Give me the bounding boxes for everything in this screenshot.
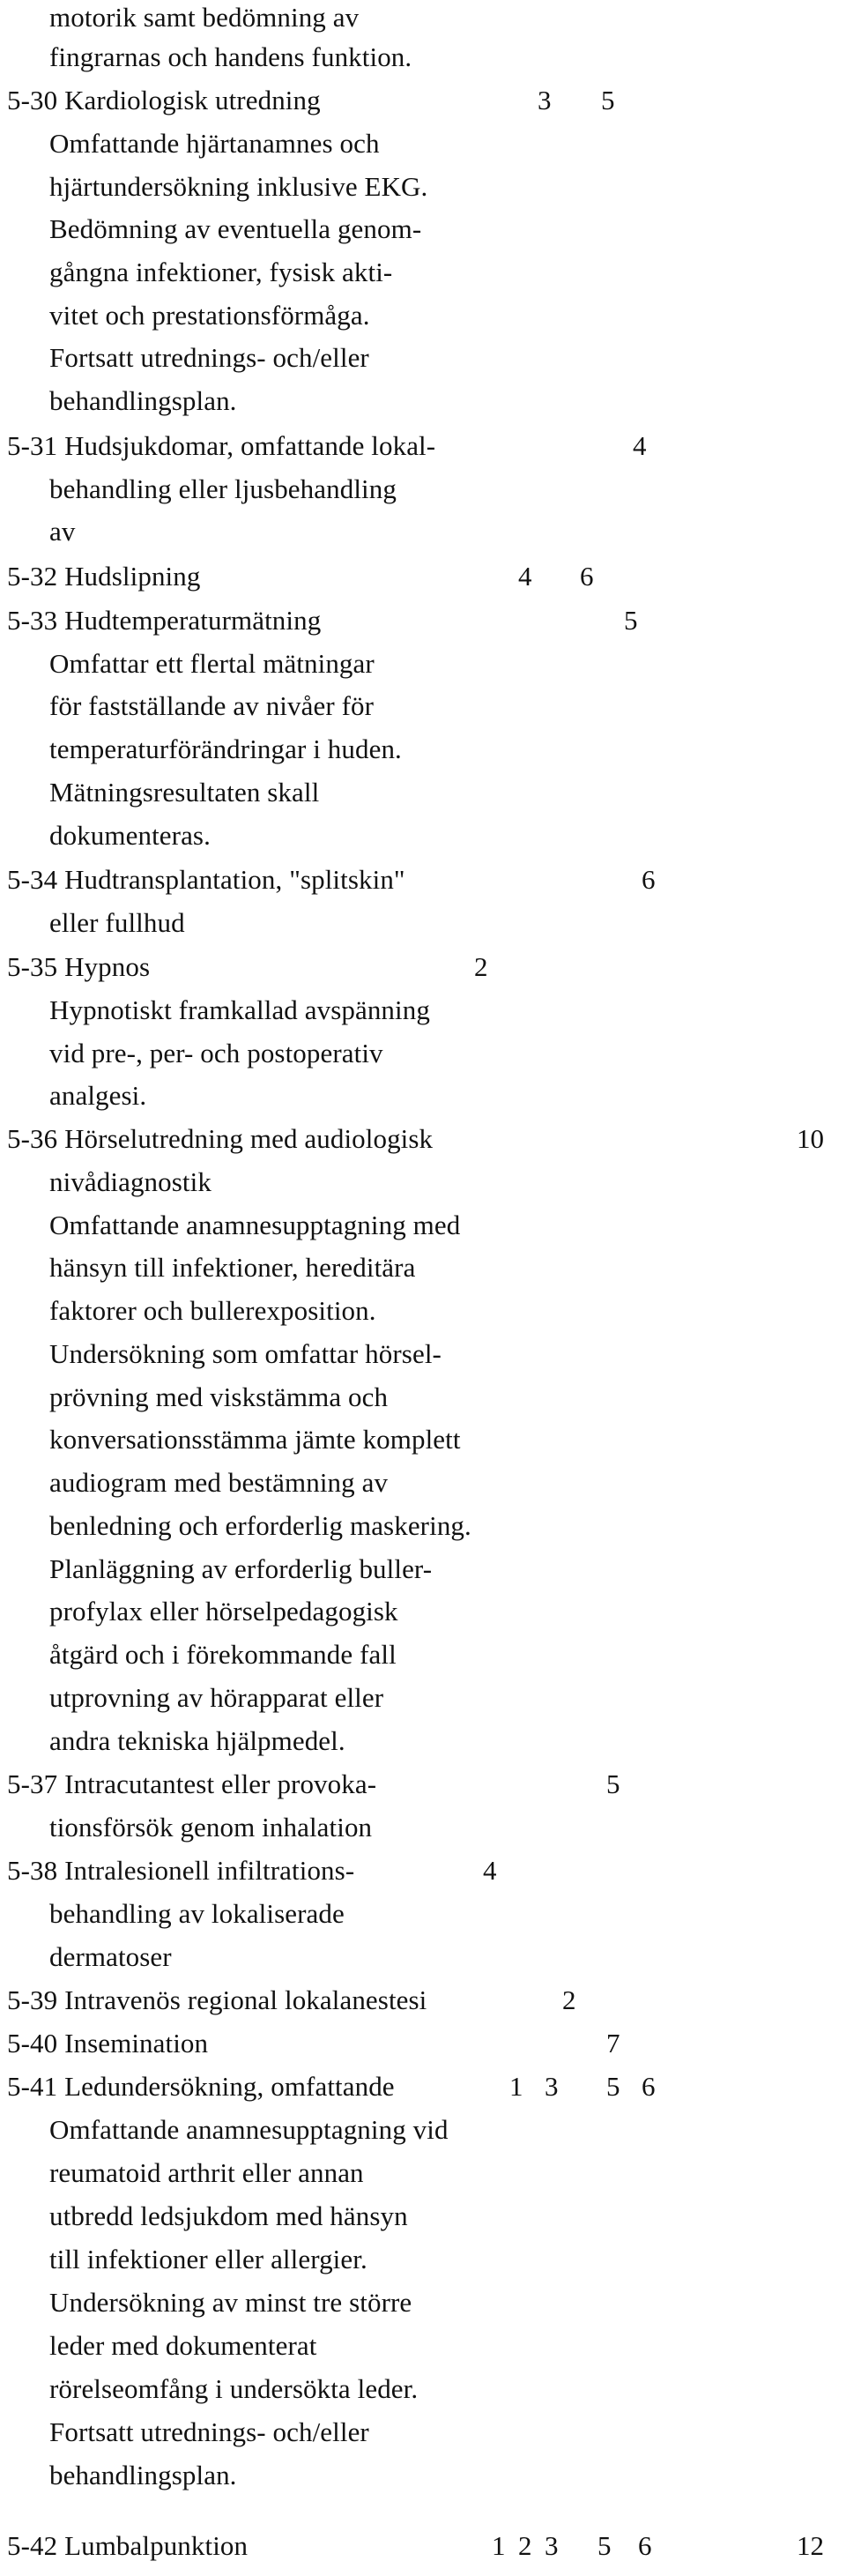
entry-5-33-col: 5 xyxy=(624,605,638,636)
text-line: rörelseomfång i undersökta leder. xyxy=(49,2373,419,2404)
text-line: profylax eller hörselpedagogisk xyxy=(49,1596,398,1627)
text-line: Bedömning av eventuella genom- xyxy=(49,213,422,244)
text-line: Hypnotiskt framkallad avspänning xyxy=(49,994,430,1025)
text-line: behandlingsplan. xyxy=(49,385,237,416)
text-line: Omfattar ett flertal mätningar xyxy=(49,648,375,679)
text-line: gångna infektioner, fysisk akti- xyxy=(49,257,393,287)
entry-5-39-col: 2 xyxy=(562,1984,576,2015)
text-line: prövning med viskstämma och xyxy=(49,1381,389,1412)
entry-5-39-title: 5-39 Intravenös regional lokalanestesi xyxy=(7,1984,427,2015)
entry-5-33-title: 5-33 Hudtemperaturmätning xyxy=(7,605,322,636)
entry-5-35-title: 5-35 Hypnos xyxy=(7,951,151,982)
entry-5-32-title: 5-32 Hudslipning xyxy=(7,561,201,592)
text-line: Undersökning av minst tre större xyxy=(49,2287,412,2318)
text-line: analgesi. xyxy=(49,1080,147,1111)
text-line: utprovning av hörapparat eller xyxy=(49,1682,384,1713)
entry-5-30-title: 5-30 Kardiologisk utredning xyxy=(7,85,321,115)
text-line: reumatoid arthrit eller annan xyxy=(49,2157,364,2188)
text-line: benledning och erforderlig maskering. xyxy=(49,1510,471,1541)
entry-5-42-col: 6 xyxy=(638,2530,652,2561)
text-line: behandlingsplan. xyxy=(49,2460,237,2490)
entry-5-40-title: 5-40 Insemination xyxy=(7,2028,209,2059)
text-line: konversationsstämma jämte komplett xyxy=(49,1424,461,1455)
text-line: nivådiagnostik xyxy=(49,1166,212,1197)
entry-5-42-col: 3 xyxy=(545,2530,559,2561)
entry-5-31-title: 5-31 Hudsjukdomar, omfattande lokal- xyxy=(7,430,436,461)
entry-5-42-col: 5 xyxy=(597,2530,612,2561)
entry-5-31-col: 4 xyxy=(633,430,647,461)
text-line: Mätningsresultaten skall xyxy=(49,777,320,808)
text-line: leder med dokumenterat xyxy=(49,2330,317,2361)
text-line: Omfattande hjärtanamnes och xyxy=(49,128,380,159)
text-line: tionsförsök genom inhalation xyxy=(49,1812,373,1843)
text-line: Planläggning av erforderlig buller- xyxy=(49,1553,433,1584)
text-line: utbredd ledsjukdom med hänsyn xyxy=(49,2200,408,2231)
text-line: temperaturförändringar i huden. xyxy=(49,733,402,764)
text-line: fingrarnas och handens funktion. xyxy=(49,41,412,72)
text-line: för fastställande av nivåer för xyxy=(49,690,375,721)
text-line: dokumenteras. xyxy=(49,820,211,851)
text-line: Omfattande anamnesupptagning vid xyxy=(49,2114,449,2145)
text-line: av xyxy=(49,516,76,547)
text-line: hänsyn till infektioner, hereditära xyxy=(49,1252,416,1283)
text-line: till infektioner eller allergier. xyxy=(49,2244,367,2274)
entry-5-30-col: 5 xyxy=(601,85,615,115)
text-line: eller fullhud xyxy=(49,907,185,938)
entry-5-41-col: 6 xyxy=(642,2071,656,2102)
text-line: Fortsatt utrednings- och/eller xyxy=(49,2416,369,2447)
text-line: audiogram med bestämning av xyxy=(49,1467,389,1498)
entry-5-40-col: 7 xyxy=(606,2028,620,2059)
text-line: Fortsatt utrednings- och/eller xyxy=(49,342,369,373)
entry-5-41-title: 5-41 Ledundersökning, omfattande xyxy=(7,2071,395,2102)
entry-5-36-col: 10 xyxy=(797,1123,824,1154)
text-line: Omfattande anamnesupptagning med xyxy=(49,1210,461,1240)
text-line: vid pre-, per- och postoperativ xyxy=(49,1038,383,1068)
text-line: motorik samt bedömning av xyxy=(49,2,360,33)
entry-5-42-col: 12 xyxy=(797,2530,824,2561)
entry-5-42-col: 1 xyxy=(492,2530,506,2561)
text-line: dermatoser xyxy=(49,1941,172,1972)
text-line: behandling eller ljusbehandling xyxy=(49,473,397,504)
entry-5-37-col: 5 xyxy=(606,1768,620,1799)
text-line: vitet och prestationsförmåga. xyxy=(49,300,370,331)
entry-5-32-col: 4 xyxy=(518,561,532,592)
entry-5-34-col: 6 xyxy=(642,864,656,895)
entry-5-41-col: 5 xyxy=(606,2071,620,2102)
text-line: behandling av lokaliserade xyxy=(49,1898,345,1929)
entry-5-36-title: 5-36 Hörselutredning med audiologisk xyxy=(7,1123,434,1154)
entry-5-41-col: 1 xyxy=(509,2071,523,2102)
text-line: hjärtundersökning inklusive EKG. xyxy=(49,171,428,202)
text-line: åtgärd och i förekommande fall xyxy=(49,1639,397,1670)
entry-5-34-title: 5-34 Hudtransplantation, "splitskin" xyxy=(7,864,405,895)
entry-5-32-col: 6 xyxy=(580,561,594,592)
entry-5-37-title: 5-37 Intracutantest eller provoka- xyxy=(7,1768,377,1799)
text-line: andra tekniska hjälpmedel. xyxy=(49,1725,345,1756)
entry-5-38-col: 4 xyxy=(483,1855,497,1886)
entry-5-42-title: 5-42 Lumbalpunktion xyxy=(7,2530,249,2561)
entry-5-30-col: 3 xyxy=(538,85,552,115)
text-line: faktorer och bullerexposition. xyxy=(49,1295,376,1326)
entry-5-41-col: 3 xyxy=(545,2071,559,2102)
text-line: Undersökning som omfattar hörsel- xyxy=(49,1338,442,1369)
entry-5-35-col: 2 xyxy=(474,951,488,982)
entry-5-38-title: 5-38 Intralesionell infiltrations- xyxy=(7,1855,355,1886)
entry-5-42-col: 2 xyxy=(518,2530,532,2561)
